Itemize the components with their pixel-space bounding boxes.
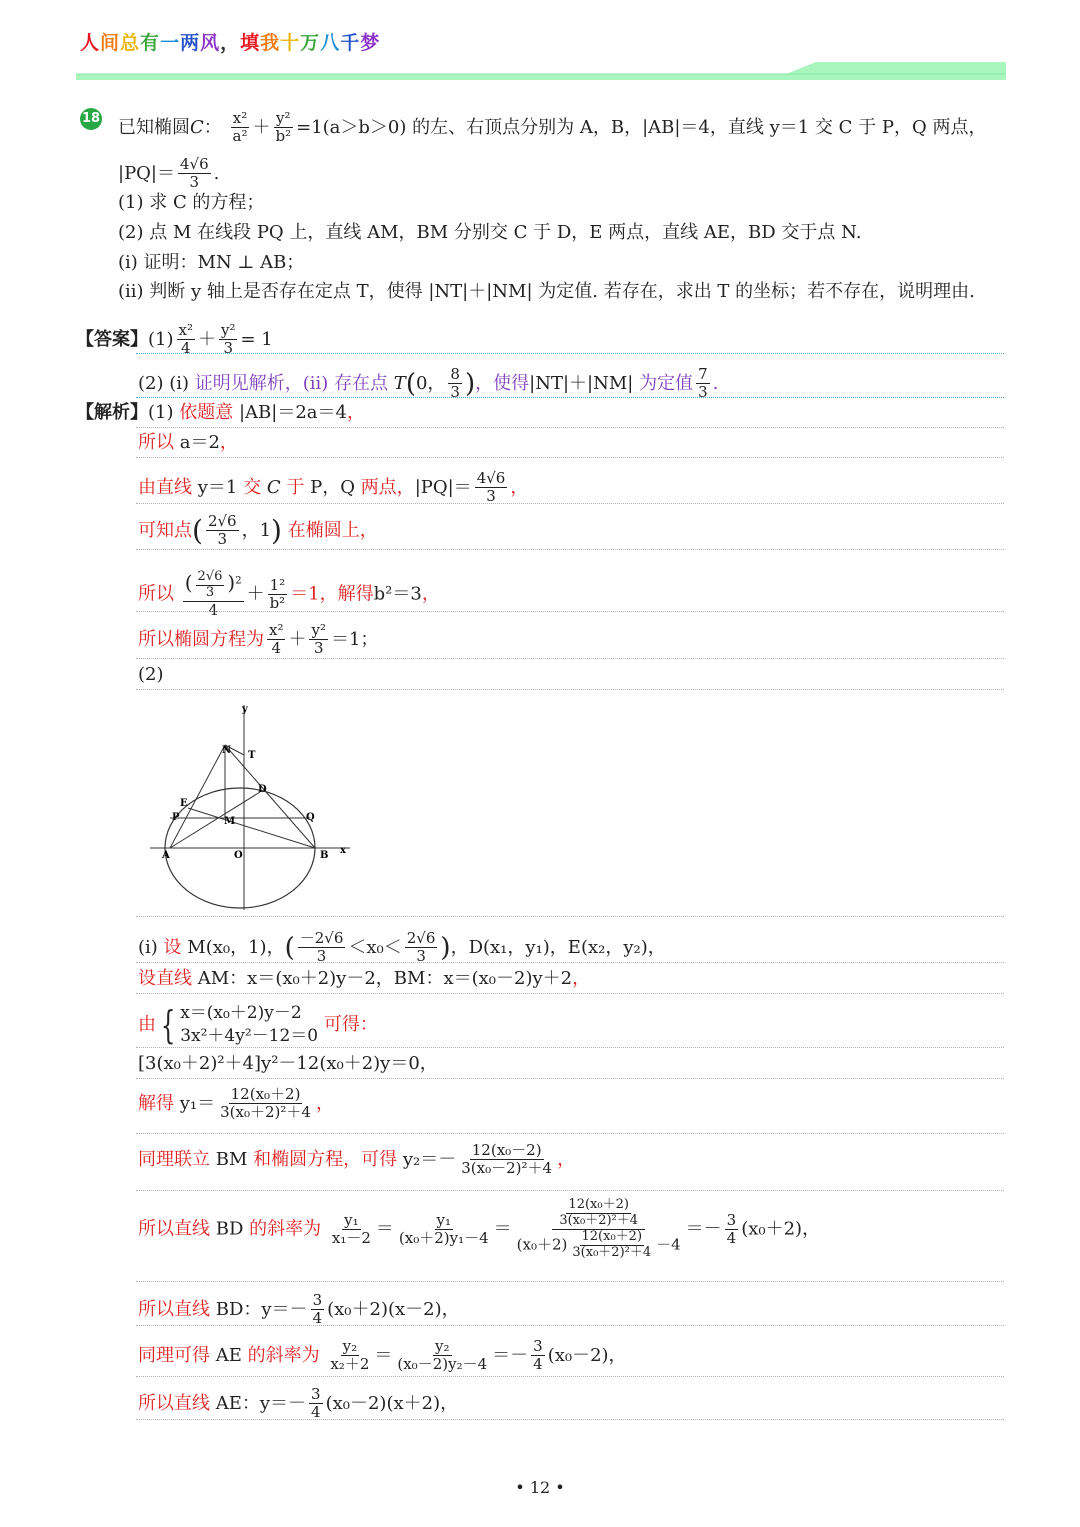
analysis-step-1	[76, 404, 365, 422]
divider	[136, 689, 1004, 690]
fraction-slope-ae-1: $\frac{\text{y₂}}{\text{x₂＋2}}$	[330, 1337, 370, 1374]
divider	[136, 1190, 1004, 1191]
header-band	[76, 62, 1006, 80]
answer-text: 0，	[415, 372, 446, 394]
analysis-text: BD：y＝－	[215, 1298, 308, 1320]
fraction-y2-3: $\frac{\text{y²}}{3}$	[220, 321, 236, 358]
fraction-3-4: $\frac{3}{4}$	[726, 1210, 737, 1247]
divider	[136, 457, 1004, 458]
analysis-i-step-4: [3(x₀＋2)²＋4]y²－12(x₀＋2)y＝0，	[138, 1053, 438, 1074]
analysis-text: AE	[215, 1344, 242, 1366]
figure-label: A	[162, 850, 170, 861]
equals: ＝	[493, 1218, 512, 1240]
analysis-text: y＝1	[197, 476, 238, 498]
motto-char: 总	[120, 32, 141, 54]
analysis-text: AE：y＝－	[215, 1392, 307, 1414]
q-text: =1(a＞b＞0) 的左、右顶点分别为 A，B，|AB|＝4，直线 y＝1 交 C 于 P，Q 两点，	[296, 116, 987, 138]
analysis-text: ，	[421, 583, 440, 605]
figure-label: O	[234, 850, 243, 861]
line-bm	[188, 808, 315, 848]
answer-text: .	[712, 372, 719, 394]
system-eq-2: 3x²＋4y²－12＝0	[180, 1025, 319, 1046]
analysis-text: 设	[163, 936, 182, 958]
analysis-text: y₂＝－	[402, 1148, 457, 1170]
q-text: C	[190, 116, 204, 138]
q-text: .	[213, 162, 220, 184]
question-part-1: (1) 求 C 的方程；	[118, 192, 265, 213]
fraction-slope-ae-2: $\frac{\text{y₂}}{\text{(x₀－2)y₂－4}}$	[397, 1337, 488, 1374]
analysis-text: 设直线	[138, 968, 192, 989]
figure-label: P	[172, 812, 180, 823]
divider	[136, 1281, 1004, 1282]
fraction-3-4: $\frac{3}{4}$	[311, 1385, 321, 1422]
analysis-text: ，1	[241, 519, 272, 541]
analysis-text: 所以直线	[138, 1392, 210, 1414]
analysis-step-4: 可知点( $\frac{2√6}{3}$ ，1) 在椭圆上，	[138, 512, 378, 549]
fraction-4root6-3: $\frac{4√6}{3}$	[476, 469, 506, 506]
question-part-2i: (i) 证明：MN ⊥ AB；	[118, 252, 305, 273]
analysis-step-7: (2)	[138, 664, 164, 685]
motto-char: 风	[200, 32, 221, 54]
q-text: |PQ|＝	[118, 162, 175, 184]
analysis-text: 在椭圆上，	[287, 519, 378, 541]
motto-char: 梦	[360, 32, 381, 54]
answer-text: (1)	[148, 328, 174, 350]
answer-text: (2) (i)	[138, 372, 190, 394]
analysis-step-2	[138, 434, 238, 452]
fraction-y2: $\frac{\text{12(x₀－2)}}{\text{3(x₀－2)²＋4}}$	[461, 1141, 553, 1178]
analysis-text: 由直线	[138, 476, 192, 498]
plus-sign: ＋	[252, 116, 271, 138]
analysis-text: b²＝3	[373, 583, 422, 605]
question-line-2	[118, 156, 219, 192]
analysis-i-step-10	[138, 1386, 458, 1422]
figure-label: y	[242, 704, 248, 715]
analysis-label: 【解析】	[76, 402, 148, 423]
question-part-2ii: (ii) 判断 y 轴上是否存在定点 T，使得 |NT|＋|NM| 为定值. 若存在，求出 T 的坐标；若不存在，说明理由.	[118, 281, 975, 302]
divider	[136, 916, 1004, 917]
fraction-2root6-3: $\frac{2√6}{3}$	[207, 512, 237, 549]
analysis-step-3	[138, 470, 528, 506]
analysis-text: ，	[510, 476, 529, 498]
analysis-text: ＝1，解得	[290, 583, 374, 605]
page-number: • 12 •	[515, 1478, 565, 1497]
answer-text: T	[393, 372, 406, 394]
answer-text: 存在点	[334, 372, 389, 394]
analysis-text: ，	[219, 432, 238, 453]
motto-char: 我	[260, 32, 281, 54]
motto-char: 填	[240, 32, 261, 54]
motto-char: 十	[280, 32, 301, 54]
analysis-text: ，	[315, 1092, 334, 1114]
motto-char: ，	[220, 32, 241, 54]
analysis-text: 可知点	[138, 519, 192, 541]
analysis-text: ，D(x₁，y₁)，E(x₂，y₂)，	[450, 936, 666, 958]
analysis-text: (x₀＋2)(x－2)，	[327, 1298, 460, 1320]
divider	[136, 503, 1004, 504]
analysis-text: 于	[286, 476, 305, 498]
analysis-text: P，Q	[310, 476, 355, 498]
fraction-4root6-3: $\frac{4√6}{3}$	[180, 155, 209, 192]
analysis-i-step-2	[138, 970, 590, 988]
plus-sign: ＋	[288, 628, 307, 650]
fraction-x2-a2: $\frac{\text{x²}}{\text{a²}}$	[232, 109, 248, 146]
analysis-text: C	[266, 476, 281, 498]
answer-label: 【答案】	[76, 328, 148, 350]
plus-sign: ＋	[197, 328, 216, 350]
q-text: ：	[203, 116, 222, 138]
figure-label: B	[320, 850, 329, 861]
analysis-text: (x₀－2)(x＋2)，	[325, 1392, 459, 1414]
figure-label: T	[248, 750, 256, 761]
analysis-text: y₁＝	[179, 1092, 216, 1114]
analysis-text: 解得	[138, 1092, 174, 1114]
divider	[136, 397, 1004, 398]
fraction-1-b2: $\frac{\text{1²}}{\text{b²}}$	[269, 575, 286, 613]
motto-char: 两	[180, 32, 201, 54]
analysis-i-step-8	[138, 1292, 460, 1328]
analysis-text: (i)	[138, 936, 158, 958]
line-bd	[225, 745, 315, 848]
analysis-text: ＝1；	[330, 628, 379, 650]
analysis-text: ，	[557, 1148, 576, 1170]
analysis-step-6	[138, 622, 378, 658]
analysis-text: ，	[572, 968, 591, 989]
divider	[136, 962, 1004, 963]
divider	[136, 1419, 1004, 1420]
fraction-3-4: $\frac{3}{4}$	[312, 1291, 323, 1328]
question-line-1	[118, 110, 986, 146]
analysis-i-step-5	[138, 1086, 334, 1122]
divider	[136, 1376, 1004, 1377]
fraction-2root6-3: $\frac{2√6}{3}$	[406, 929, 436, 966]
analysis-text: 所以	[138, 432, 174, 453]
motto-char: 有	[140, 32, 161, 54]
figure-label: x	[340, 845, 346, 856]
divider	[136, 1047, 1004, 1048]
analysis-i-step-7	[138, 1198, 820, 1261]
analysis-text: a＝2	[179, 432, 220, 453]
fraction-slope-bd-2: $\frac{\text{y₁}}{\text{(x₀＋2)y₁－4}}$	[398, 1210, 489, 1247]
line-ae	[170, 745, 225, 848]
equals: ＝	[374, 1344, 393, 1366]
plus-sign: ＋	[246, 583, 265, 605]
answer-text: 证明见解析	[194, 372, 285, 394]
analysis-text: 和椭圆方程，可得	[253, 1148, 398, 1170]
divider	[136, 1078, 1004, 1079]
question-number-badge: 18	[80, 108, 102, 130]
fraction-y2-3: $\frac{\text{y²}}{3}$	[311, 621, 326, 658]
figure-label: N	[222, 745, 232, 756]
analysis-i-step-1: (i) 设 M(x₀，1)，( $\frac{-2√6}{3}$ ＜x₀＜ $\frac{2√6}{3}$ )，D(x₁，y₁)，E(x₂，y₂)，	[138, 929, 666, 966]
motto-char: 八	[320, 32, 341, 54]
analysis-text: |PQ|＝	[414, 476, 472, 498]
analysis-text: AM：x＝(x₀＋2)y－2，BM：x＝(x₀－2)y＋2	[197, 968, 573, 989]
analysis-text: BM	[215, 1148, 248, 1170]
analysis-text: 同理可得	[138, 1344, 210, 1366]
answer-line-2: (2) (i) 证明见解析，(ii) 存在点 T(0， $\frac{8}{3}$ )，使得|NT|＋|NM| 为定值 $\frac{7}{3}$ .	[138, 365, 719, 402]
analysis-text: ＜x₀＜	[348, 936, 402, 958]
divider	[136, 658, 1004, 659]
analysis-text: 可得：	[323, 1013, 378, 1035]
question-part-2: (2) 点 M 在线段 PQ 上，直线 AM，BM 分别交 C 于 D，E 两点，直线 AE，BD 交于点 N.	[118, 222, 862, 243]
fraction-slope-bd-1: $\frac{\text{y₁}}{\text{x₁－2}}$	[331, 1210, 371, 1247]
q-text: 已知椭圆	[118, 116, 190, 138]
fraction-y1: $\frac{\text{12(x₀＋2)}}{\text{3(x₀＋2)²＋4}}$	[220, 1085, 311, 1122]
analysis-text: (x₀＋2)，	[741, 1218, 821, 1240]
analysis-text: 的斜率为	[249, 1218, 322, 1240]
analysis-text: 所以直线	[138, 1218, 210, 1240]
analysis-i-step-9	[138, 1338, 627, 1374]
fraction-x2-4: $\frac{\text{x²}}{4}$	[178, 321, 193, 358]
divider	[136, 549, 1004, 550]
divider	[136, 611, 1004, 612]
system-eq-1: x＝(x₀＋2)y－2	[180, 1003, 302, 1023]
analysis-text: (x₀－2)，	[547, 1344, 627, 1366]
answer-text: |NT|＋|NM|	[529, 372, 634, 394]
analysis-i-step-3: 由 { x＝(x₀＋2)y－2 3x²＋4y²－12＝0 可得：	[138, 1002, 378, 1047]
figure-label: D	[258, 784, 267, 795]
analysis-text: ＝－	[685, 1218, 722, 1240]
divider	[136, 353, 1004, 354]
ellipse-figure	[140, 700, 360, 910]
analysis-text: 所以椭圆方程为	[138, 628, 264, 650]
analysis-text: 依题意	[179, 402, 234, 423]
motto-char: 千	[340, 32, 361, 54]
analysis-text: ，	[346, 402, 365, 423]
motto-char: 一	[160, 32, 181, 54]
fraction-7-3: $\frac{7}{3}$	[698, 365, 708, 402]
analysis-i-step-6	[138, 1142, 575, 1178]
analysis-text: 由	[138, 1013, 156, 1035]
fraction-3-4: $\frac{3}{4}$	[533, 1337, 543, 1374]
analysis-text: 同理联立	[138, 1148, 210, 1170]
analysis-text: 所以直线	[138, 1298, 210, 1320]
fraction-nested: ( $\frac{2√6}{3}$ )$^2$ 4	[184, 569, 242, 619]
motto-char: 人	[80, 32, 101, 54]
answer-text: ，使得	[475, 372, 530, 394]
figure-label: M	[224, 816, 236, 827]
analysis-text: 交	[243, 476, 262, 498]
analysis-text: |AB|＝2a＝4	[238, 402, 347, 423]
divider	[136, 1133, 1004, 1134]
motto-char: 间	[100, 32, 121, 54]
analysis-text: ＝－	[492, 1344, 529, 1366]
figure-label: Q	[306, 812, 315, 823]
divider	[136, 1325, 1004, 1326]
divider	[136, 427, 1004, 428]
analysis-text: M(x₀，1)，	[187, 936, 285, 958]
equals: ＝	[375, 1218, 394, 1240]
analysis-text: 的斜率为	[247, 1344, 320, 1366]
analysis-text: 所以	[138, 583, 174, 605]
fraction-slope-bd-3: $\frac{\text{12(x₀＋2)}}{\text{3(x₀＋2)²＋4}}$ (x₀＋2) $\frac{\text{12(x₀＋2)}}{\text{3(x₀＋2)²＋4}}$ －4	[516, 1197, 681, 1260]
analysis-text: 两点，	[360, 476, 415, 498]
fraction-x2-4: $\frac{\text{x²}}{4}$	[269, 621, 284, 658]
analysis-text: BD	[215, 1218, 244, 1240]
header-motto	[80, 28, 380, 55]
answer-text: ，(ii)	[284, 372, 329, 394]
answer-text: 为定值	[639, 372, 694, 394]
motto-char: 万	[300, 32, 321, 54]
fraction-8-3: $\frac{8}{3}$	[450, 365, 460, 402]
figure-label: E	[180, 798, 188, 809]
answer-text: = 1	[240, 328, 273, 350]
fraction-neg-2root6-3: $\frac{-2√6}{3}$	[299, 929, 344, 966]
fraction-y2-b2: $\frac{\text{y²}}{\text{b²}}$	[275, 109, 292, 146]
analysis-text: (1)	[148, 402, 174, 423]
divider	[136, 993, 1004, 994]
